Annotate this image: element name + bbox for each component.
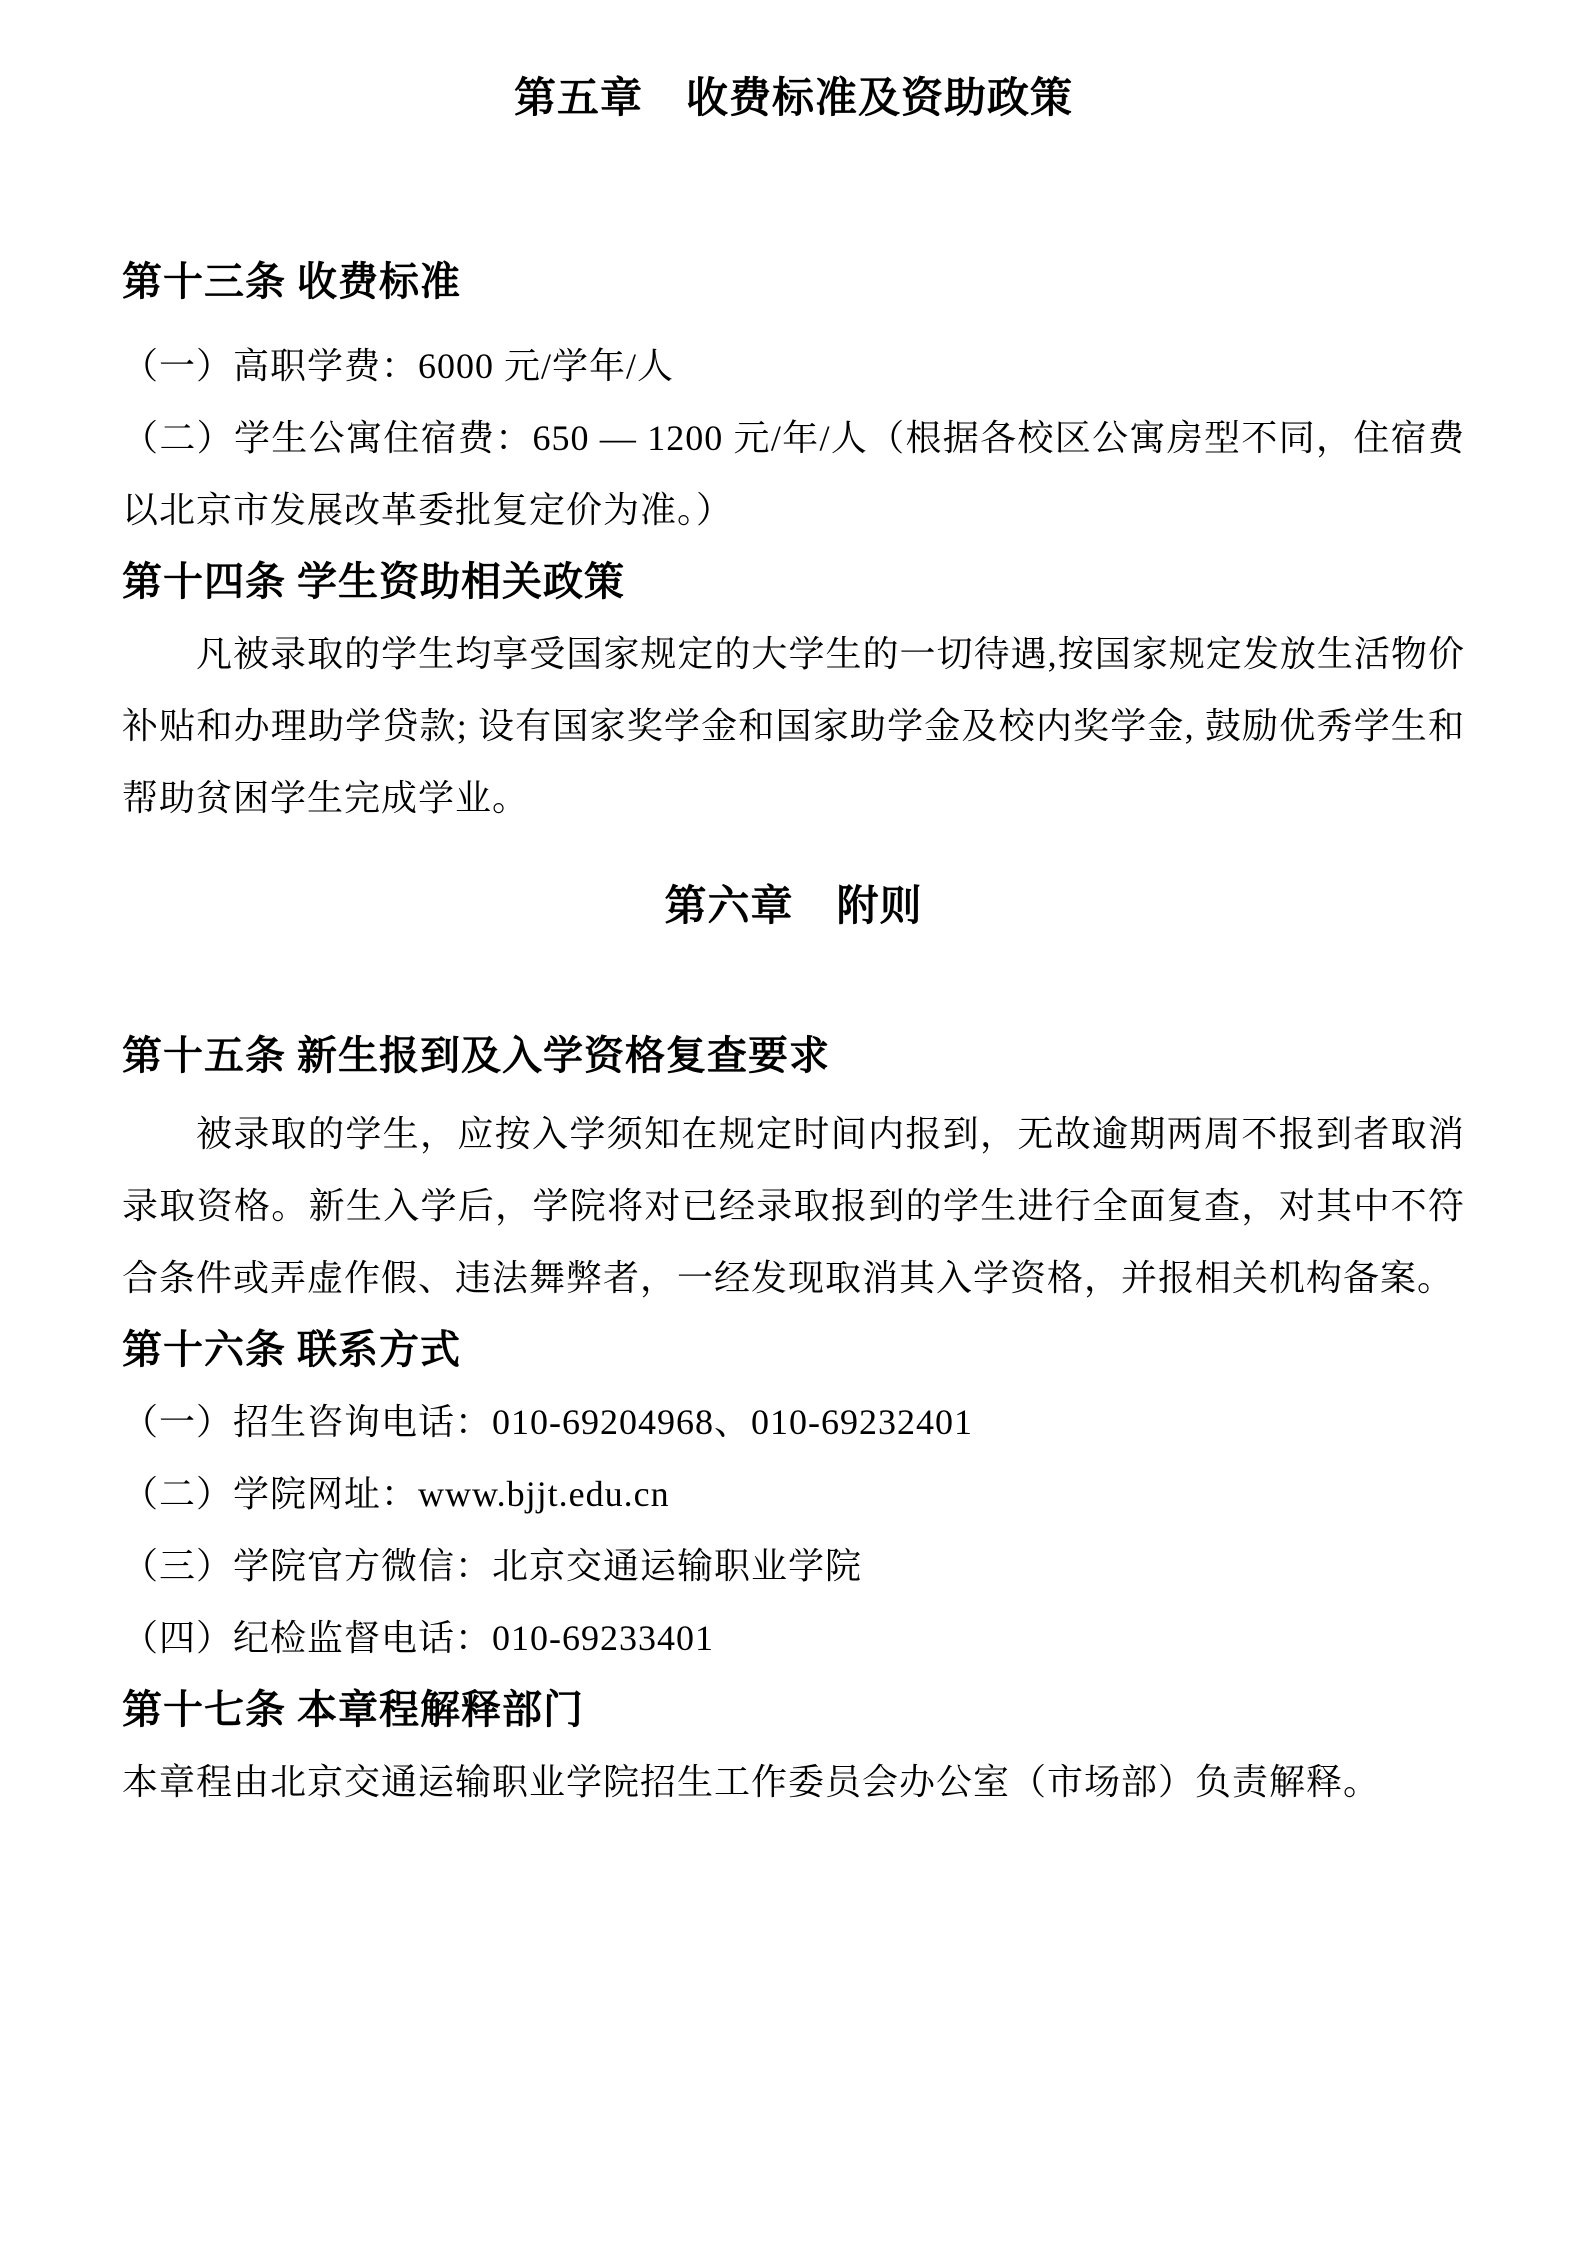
chapter5-title: 第五章 收费标准及资助政策	[513, 74, 1073, 121]
article15-heading: 第十五条 新生报到及入学资格复查要求	[122, 1033, 830, 1078]
chapter6-title: 第六章 附则	[664, 882, 923, 929]
article16-item-wechat: （三）学院官方微信：北京交通运输职业学院	[122, 1546, 863, 1586]
article13-heading: 第十三条 收费标准	[122, 259, 461, 304]
article16-heading: 第十六条 联系方式	[122, 1327, 461, 1372]
article16-item-supervision-phone: （四）纪检监督电话：010-69233401	[122, 1618, 714, 1658]
article17-body: 本章程由北京交通运输职业学院招生工作委员会办公室（市场部）负责解释。	[122, 1762, 1381, 1802]
article16-item-admission-phone: （一）招生咨询电话：010-69204968、010-69232401	[122, 1402, 973, 1442]
article15-body: 被录取的学生，应按入学须知在规定时间内报到，无故逾期两周不报到者取消录取资格。新生入学后，学院将对已经录取报到的学生进行全面复查，对其中不符合条件或弄虚作假、违法舞弊者，一经发现取消其入学资格，并报相关机构备案。	[122, 1114, 1465, 1298]
article13-item-tuition: （一）高职学费：6000 元/学年/人	[122, 346, 675, 386]
article14-heading: 第十四条 学生资助相关政策	[122, 559, 625, 604]
article16-item-website: （二）学院网址：www.bjjt.edu.cn	[122, 1474, 670, 1514]
article14-body: 凡被录取的学生均享受国家规定的大学生的一切待遇,按国家规定发放生活物价补贴和办理助学贷款; 设有国家奖学金和国家助学金及校内奖学金, 鼓励优秀学生和帮助贫困学生完成学业。	[122, 634, 1465, 818]
article13-item-accommodation: （二）学生公寓住宿费：650 — 1200 元/年/人（根据各校区公寓房型不同，住宿费以北京市发展改革委批复定价为准。）	[122, 418, 1465, 530]
article17-heading: 第十七条 本章程解释部门	[122, 1687, 584, 1732]
